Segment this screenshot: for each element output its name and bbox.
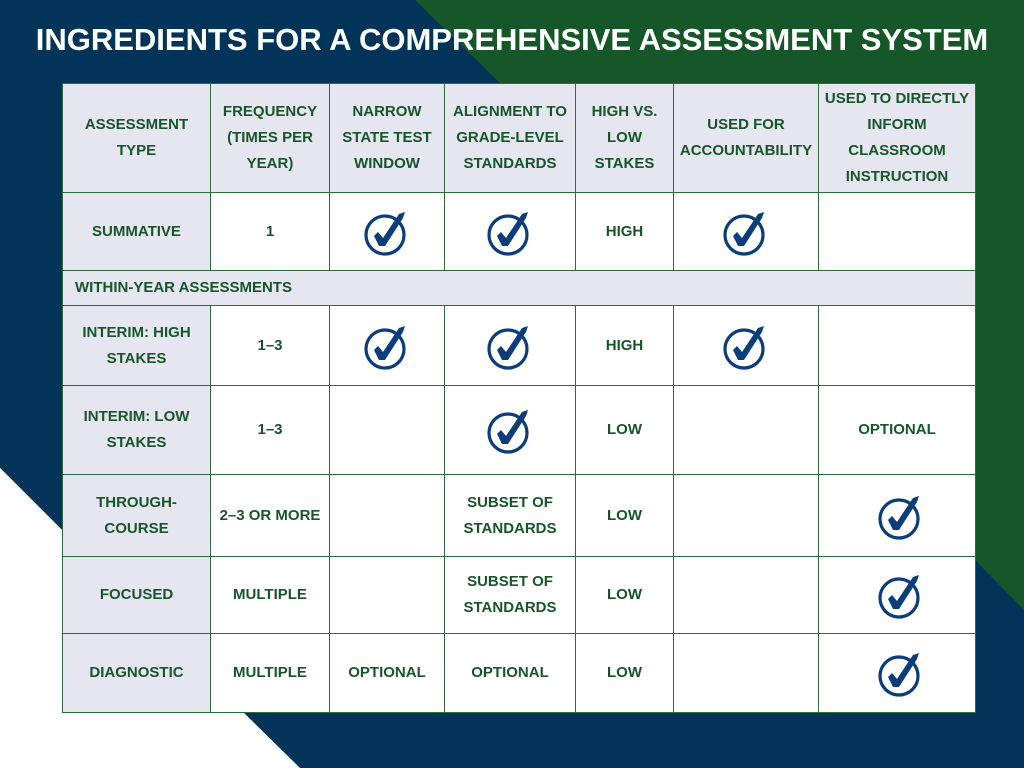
cell-type: DIAGNOSTIC (63, 634, 211, 713)
table-row (63, 306, 976, 386)
header-accountability: USED FOR ACCOUNTABILITY (674, 84, 819, 193)
cell-alignment (445, 306, 576, 386)
cell-narrow-window (330, 386, 445, 475)
cell-narrow-window (330, 475, 445, 557)
cell-type: INTERIM: LOW STAKES (63, 386, 211, 475)
cell-inform-instruction (819, 306, 976, 386)
cell-accountability (674, 475, 819, 557)
section-row-within-year (63, 271, 976, 306)
cell-frequency: 1 (211, 193, 330, 271)
header-stakes: HIGH VS. LOW STAKES (576, 84, 674, 193)
cell-alignment: SUBSET OF STANDARDS (445, 475, 576, 557)
table-row (63, 557, 976, 634)
cell-type: INTERIM: HIGH STAKES (63, 306, 211, 386)
cell-inform-instruction: OPTIONAL (819, 386, 976, 475)
cell-accountability (674, 306, 819, 386)
table-row (63, 386, 976, 475)
header-inform-instruction: USED TO DIRECTLY INFORM CLASSROOM INSTRUCTION (819, 84, 976, 193)
cell-accountability (674, 193, 819, 271)
cell-stakes: HIGH (576, 193, 674, 271)
table-row (63, 475, 976, 557)
check-icon (722, 322, 770, 370)
header-frequency: FREQUENCY (TIMES PER YEAR) (211, 84, 330, 193)
cell-type: SUMMATIVE (63, 193, 211, 271)
cell-stakes: LOW (576, 634, 674, 713)
cell-alignment (445, 386, 576, 475)
cell-alignment: OPTIONAL (445, 634, 576, 713)
cell-narrow-window (330, 306, 445, 386)
header-alignment: ALIGNMENT TO GRADE-LEVEL STANDARDS (445, 84, 576, 193)
table-row (63, 634, 976, 713)
cell-inform-instruction (819, 634, 976, 713)
check-icon (722, 208, 770, 256)
check-icon (877, 649, 925, 697)
header-narrow-window: NARROW STATE TEST WINDOW (330, 84, 445, 193)
cell-inform-instruction (819, 475, 976, 557)
cell-narrow-window (330, 193, 445, 271)
assessment-table (62, 83, 976, 713)
check-icon (363, 322, 411, 370)
cell-narrow-window (330, 557, 445, 634)
table-row (63, 193, 976, 271)
check-icon (363, 208, 411, 256)
check-icon (877, 571, 925, 619)
cell-type: FOCUSED (63, 557, 211, 634)
cell-frequency: 2–3 OR MORE (211, 475, 330, 557)
section-label: WITHIN-YEAR ASSESSMENTS (63, 271, 976, 306)
check-icon (486, 406, 534, 454)
cell-frequency: 1–3 (211, 386, 330, 475)
cell-inform-instruction (819, 193, 976, 271)
page-title: INGREDIENTS FOR A COMPREHENSIVE ASSESSMENT SYSTEM (35, 22, 989, 57)
cell-alignment: SUBSET OF STANDARDS (445, 557, 576, 634)
cell-alignment (445, 193, 576, 271)
cell-stakes: LOW (576, 557, 674, 634)
check-icon (486, 208, 534, 256)
cell-stakes: LOW (576, 475, 674, 557)
cell-accountability (674, 557, 819, 634)
cell-narrow-window: OPTIONAL (330, 634, 445, 713)
cell-inform-instruction (819, 557, 976, 634)
header-assessment-type: ASSESSMENT TYPE (63, 84, 211, 193)
cell-type: THROUGH-COURSE (63, 475, 211, 557)
cell-accountability (674, 386, 819, 475)
cell-frequency: 1–3 (211, 306, 330, 386)
cell-stakes: HIGH (576, 306, 674, 386)
check-icon (486, 322, 534, 370)
cell-stakes: LOW (576, 386, 674, 475)
header-row (63, 84, 976, 193)
cell-frequency: MULTIPLE (211, 557, 330, 634)
cell-accountability (674, 634, 819, 713)
cell-frequency: MULTIPLE (211, 634, 330, 713)
check-icon (877, 492, 925, 540)
